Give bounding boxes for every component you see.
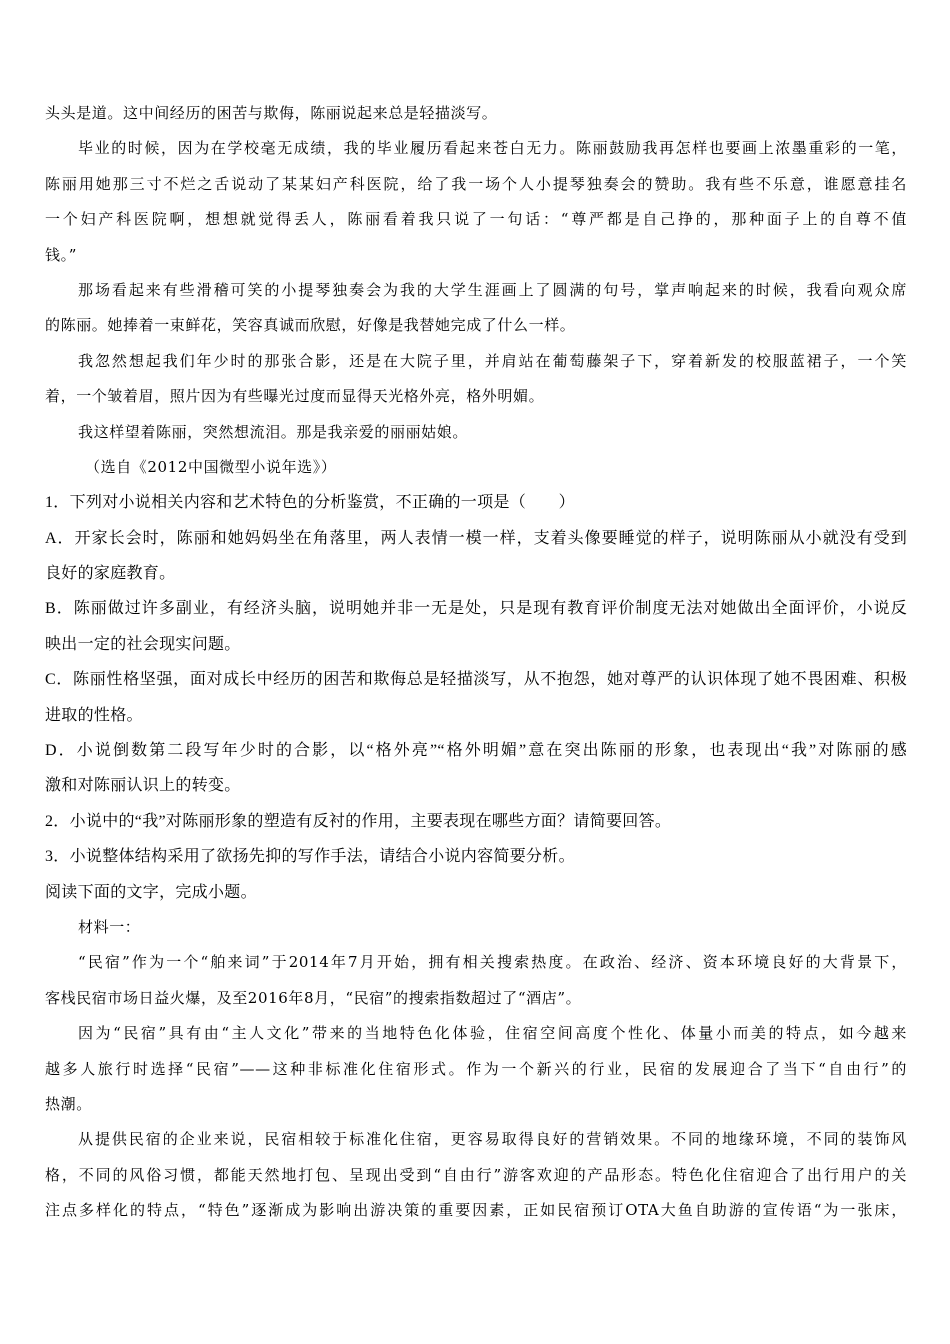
text-line: 一个妇产科医院啊，想想就觉得丢人，陈丽看着我只说了一句话：“尊严都是自己挣的，那种面子上的自尊不值 (45, 210, 907, 229)
option-d: D．小说倒数第二段写年少时的合影，以“格外亮”“格外明媚”意在突出陈丽的形象，也表现出“我”对陈丽的感 (45, 742, 907, 760)
text-line: 钱。” (45, 245, 77, 264)
reading-instruction: 阅读下面的文字，完成小题。 (45, 883, 257, 901)
option-d-cont: 激和对陈丽认识上的转变。 (45, 777, 241, 795)
option-a-cont: 良好的家庭教育。 (45, 565, 176, 583)
option-a: A．开家长会时，陈丽和她妈妈坐在角落里，两人表情一模一样，支着头像要睡觉的样子，说明陈丽从小就没有受到 (45, 529, 907, 547)
text-line: 因为“民宿”具有由“主人文化”带来的当地特色化体验，住宿空间高度个性化、体量小而美的特点，如今越来 (78, 1024, 907, 1043)
text-line: 我忽然想起我们年少时的那张合影，还是在大院子里，并肩站在葡萄藤架子下，穿着新发的校服蓝裙子，一个笑 (78, 351, 907, 370)
material-heading: 材料一： (78, 917, 141, 936)
text-line: “民宿”作为一个“舶来词”于2014年7月开始，拥有相关搜索热度。在政治、经济、资本环境良好的大背景下， (78, 953, 907, 972)
option-b-cont: 映出一定的社会现实问题。 (45, 635, 241, 653)
text-line: 那场看起来有些滑稽可笑的小提琴独奏会为我的大学生涯画上了圆满的句号，掌声响起来的时候，我看向观众席 (78, 280, 907, 299)
text-line: 毕业的时候，因为在学校毫无成绩，我的毕业履历看起来苍白无力。陈丽鼓励我再怎样也要画上浓墨重彩的一笔， (78, 139, 907, 158)
text-line: 我这样望着陈丽，突然想流泪。那是我亲爱的丽丽姑娘。 (78, 422, 469, 441)
text-line: 热潮。 (45, 1094, 92, 1113)
text-line: 从提供民宿的企业来说，民宿相较于标准化住宿，更容易取得良好的营销效果。不同的地缘环境，不同的装饰风 (78, 1130, 907, 1149)
text-line: 格，不同的风俗习惯，都能天然地打包、呈现出受到“自由行”游客欢迎的产品形态。特色化住宿迎合了出行用户的关 (45, 1165, 907, 1184)
question-3: 3．小说整体结构采用了欲扬先抑的写作手法，请结合小说内容简要分析。 (45, 848, 575, 866)
text-line: 着，一个皱着眉，照片因为有些曝光过度而显得天光格外亮，格外明媚。 (45, 387, 545, 406)
text-line: 客栈民宿市场日益火爆，及至2016年8月，“民宿”的搜索指数超过了“酒店”。 (45, 988, 582, 1007)
source-citation: （选自《2012中国微型小说年选》） (85, 457, 337, 476)
text-line: 越多人旅行时选择“民宿”——这种非标准化住宿形式。作为一个新兴的行业，民宿的发展迎合了当下“自由行”的 (45, 1059, 907, 1078)
text-line: 的陈丽。她捧着一束鲜花，笑容真诚而欣慰，好像是我替她完成了什么一样。 (45, 316, 576, 335)
question-2: 2．小说中的“我”对陈丽形象的塑造有反衬的作用，主要表现在哪些方面？请简要回答。 (45, 812, 672, 830)
text-line: 头头是道。这中间经历的困苦与欺侮，陈丽说起来总是轻描淡写。 (45, 104, 498, 122)
text-line: 陈丽用她那三寸不烂之舌说动了某某妇产科医院，给了我一场个人小提琴独奏会的赞助。我有些不乐意，谁愿意挂名 (45, 174, 907, 193)
document-page (45, 96, 907, 1229)
question-1: 1．下列对小说相关内容和艺术特色的分析鉴赏，不正确的一项是（ ） (45, 494, 575, 512)
text-line: 注点多样化的特点，“特色”逐渐成为影响出游决策的重要因素，正如民宿预订OTA大鱼自助游的宣传语“为一张床， (45, 1201, 907, 1220)
option-c-cont: 进取的性格。 (45, 706, 143, 724)
option-b: B．陈丽做过许多副业，有经济头脑，说明她并非一无是处，只是现有教育评价制度无法对她做出全面评价，小说反 (45, 600, 907, 618)
option-c: C．陈丽性格坚强，面对成长中经历的困苦和欺侮总是轻描淡写，从不抱怨，她对尊严的认识体现了她不畏困难、积极 (45, 671, 907, 689)
